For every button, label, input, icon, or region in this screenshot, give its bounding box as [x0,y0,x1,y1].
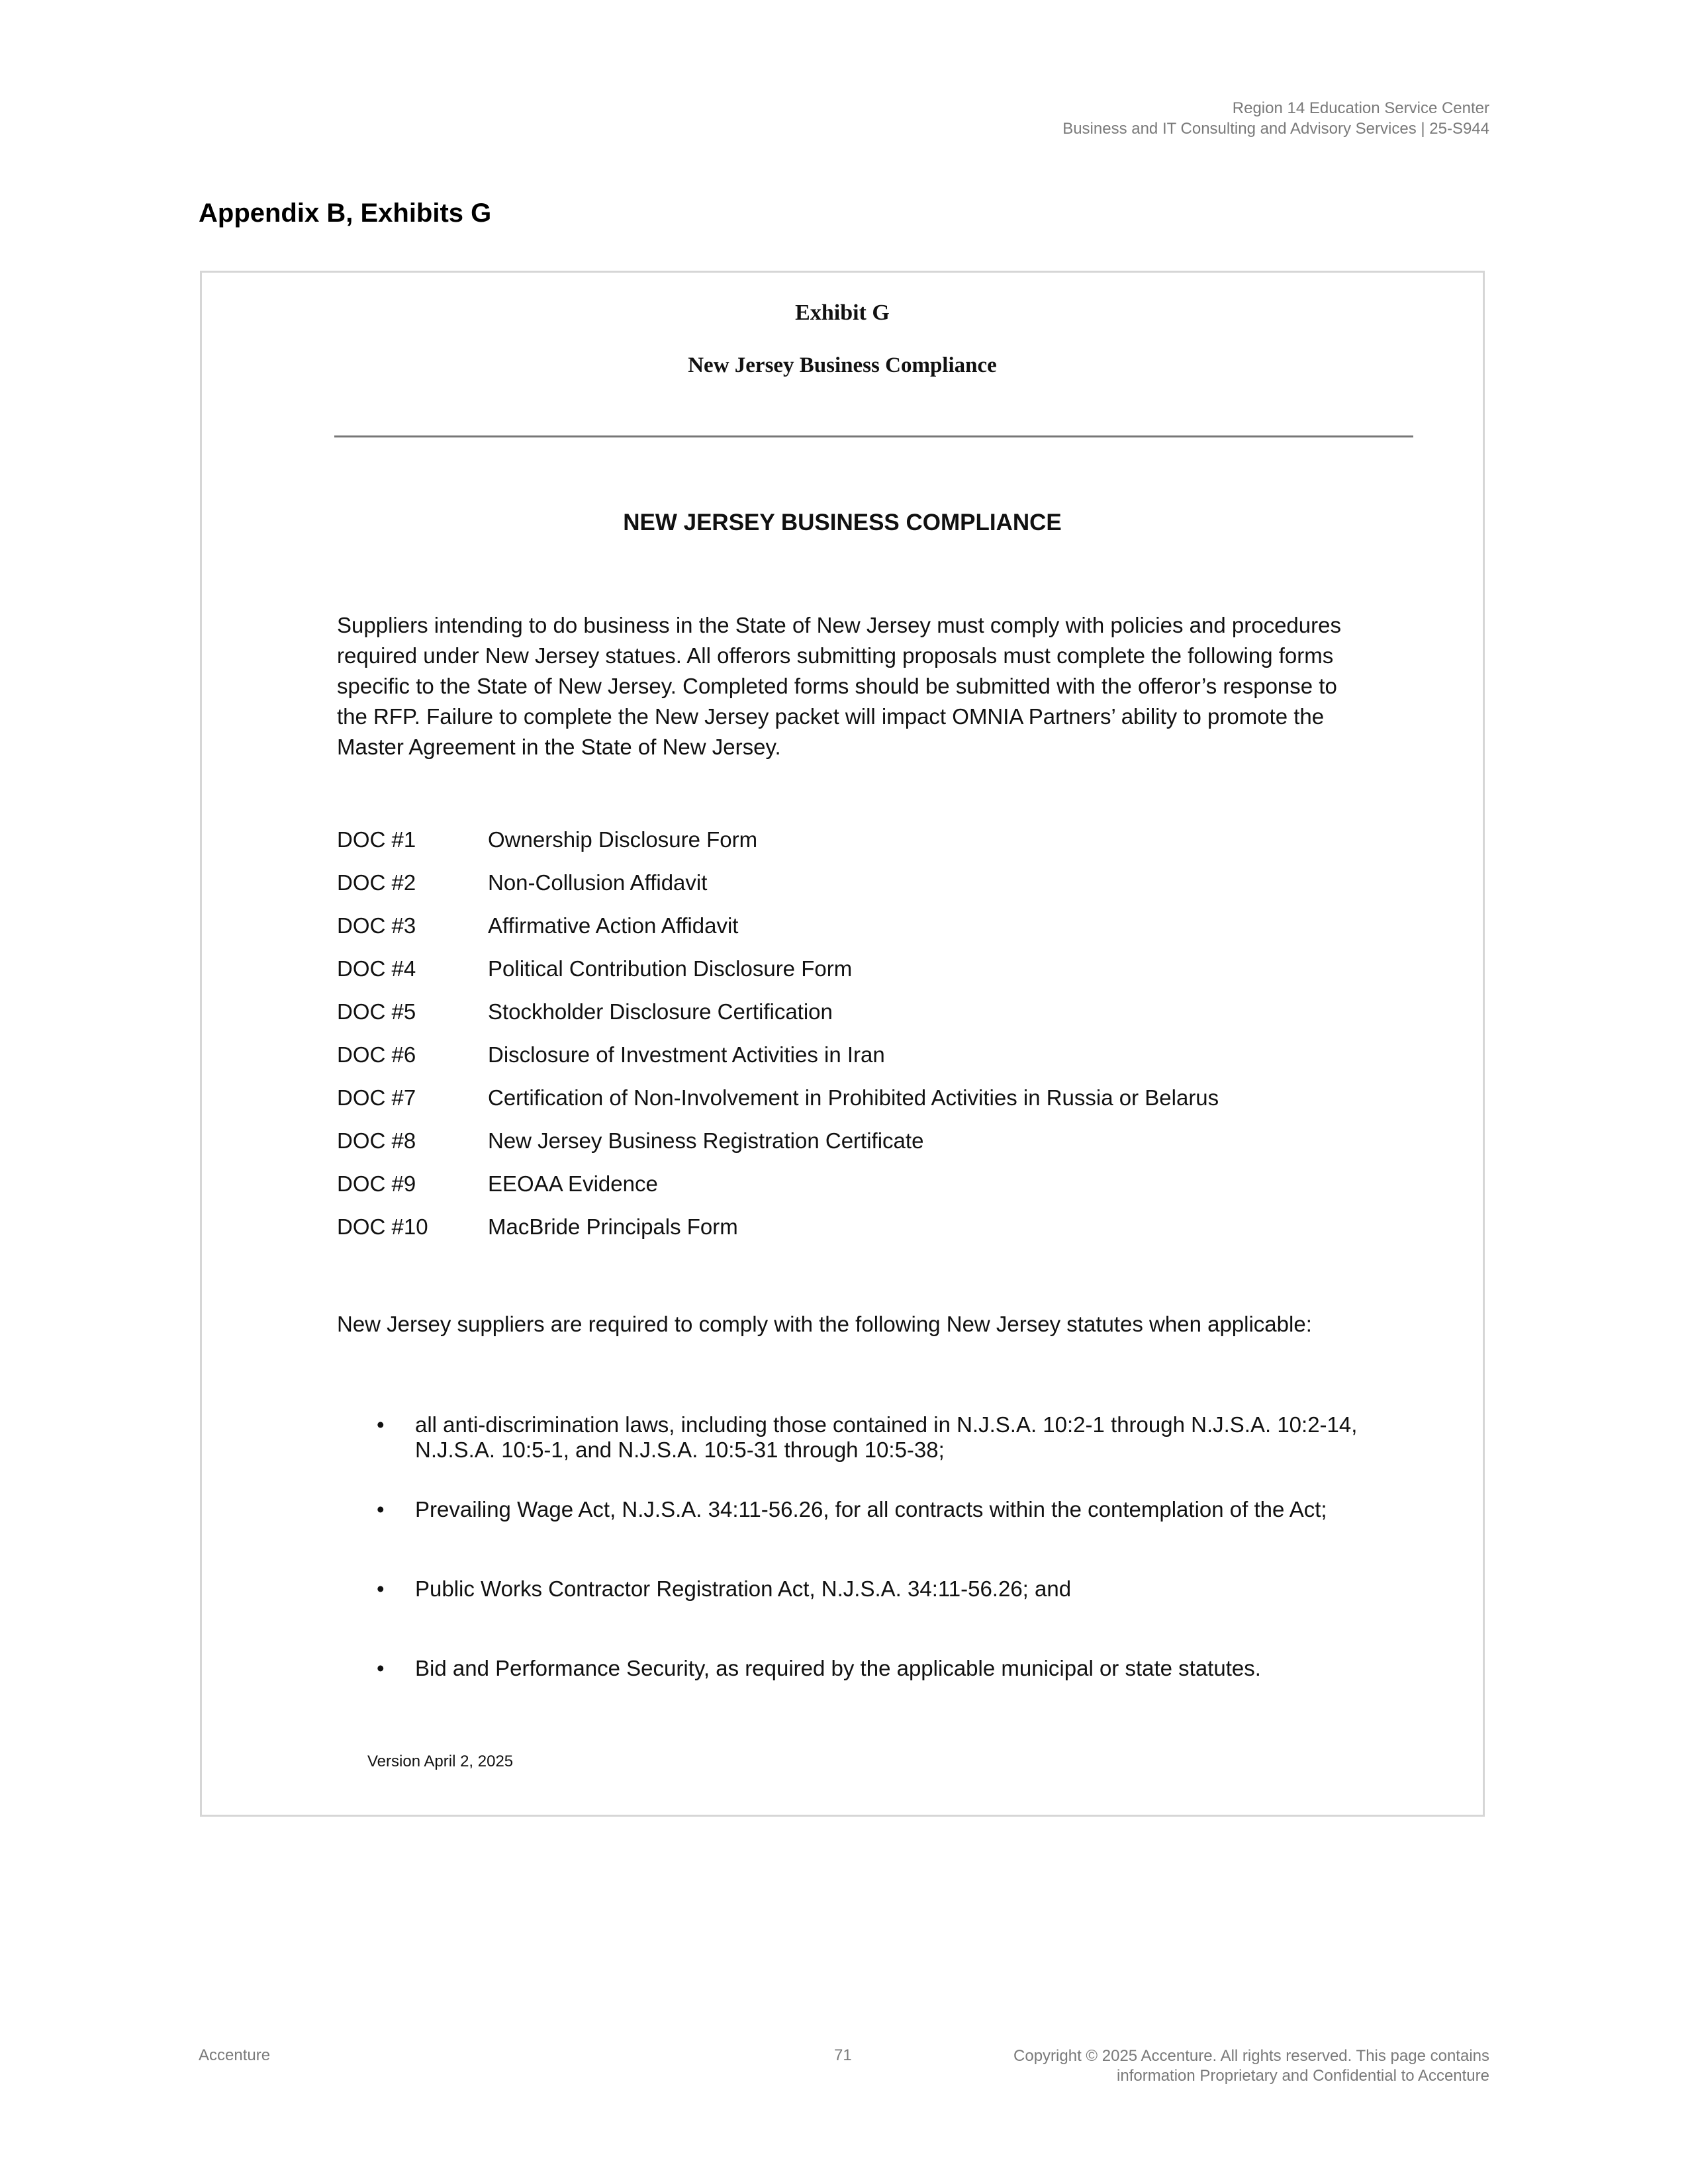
version-label: Version April 2, 2025 [367,1752,514,1770]
statute-line: Prevailing Wage Act, N.J.S.A. 34:11-56.26, for all contracts within the contemplation of the Act; [415,1497,1327,1522]
header-project: Business and IT Consulting and Advisory Services | 25-S944 [1062,120,1489,138]
doc-name: Certification of Non-Involvement in Prohibited Activities in Russia or Belarus [488,1085,1219,1110]
copyright-line: Copyright © 2025 Accenture. All rights reserved. This page contains [1013,2047,1489,2065]
requirement-statement: New Jersey suppliers are required to comply with the following New Jersey statutes when applicable: [337,1312,1312,1336]
bullet-icon: • [377,1656,385,1680]
statute-line: Bid and Performance Security, as required by the applicable municipal or state statutes. [415,1656,1261,1680]
doc-number: DOC #1 [337,827,416,852]
intro-line: specific to the State of New Jersey. Completed forms should be submitted with the offeror’s response to [337,674,1337,698]
doc-row [337,827,1423,870]
intro-line: the RFP. Failure to complete the New Jersey packet will impact OMNIA Partners’ ability to promote the [337,704,1325,729]
doc-number: DOC #3 [337,913,416,938]
statute-bullet [377,1412,1436,1463]
doc-row [337,999,1423,1042]
intro-line: Suppliers intending to do business in the State of New Jersey must comply with policies and procedures [337,613,1341,637]
horizontal-rule [334,435,1413,437]
statute-bullet [377,1656,1436,1681]
doc-number: DOC #10 [337,1214,428,1239]
statute-bullet [377,1497,1436,1522]
intro-paragraph [337,610,1423,762]
doc-number: DOC #8 [337,1128,416,1153]
statute-line: all anti-discrimination laws, including those contained in N.J.S.A. 10:2-1 through N.J.S.A. 10:2-14, [415,1412,1358,1437]
statute-bullet [377,1576,1436,1602]
doc-number: DOC #4 [337,956,416,981]
footer-copyright [1013,2046,1489,2086]
doc-number: DOC #6 [337,1042,416,1067]
doc-name: Non-Collusion Affidavit [488,870,708,895]
doc-name: Disclosure of Investment Activities in Iran [488,1042,885,1067]
intro-line: required under New Jersey statues. All offerors submitting proposals must complete the following forms [337,643,1334,668]
appendix-title: Appendix B, Exhibits G [199,199,492,228]
doc-name: Stockholder Disclosure Certification [488,999,833,1024]
doc-row [337,956,1423,999]
footer-company: Accenture [199,2046,271,2064]
statute-line: N.J.S.A. 10:5-1, and N.J.S.A. 10:5-31 through 10:5-38; [415,1437,945,1462]
doc-number: DOC #5 [337,999,416,1024]
compliance-heading: NEW JERSEY BUSINESS COMPLIANCE [623,510,1062,535]
exhibit-image-frame [200,271,1485,1817]
statute-line: Public Works Contractor Registration Act, N.J.S.A. 34:11-56.26; and [415,1576,1072,1601]
bullet-icon: • [377,1497,385,1522]
doc-name: Ownership Disclosure Form [488,827,758,852]
doc-name: New Jersey Business Registration Certificate [488,1128,924,1153]
doc-row [337,1171,1423,1214]
exhibit-title: Exhibit G [795,300,890,325]
doc-row [337,1042,1423,1085]
page-number: 71 [834,2046,852,2064]
doc-row [337,1085,1423,1128]
exhibit-subtitle: New Jersey Business Compliance [688,353,997,377]
bullet-icon: • [377,1412,385,1437]
copyright-line: information Proprietary and Confidential to Accenture [1117,2067,1489,2085]
header-org: Region 14 Education Service Center [1232,99,1489,117]
doc-name: EEOAA Evidence [488,1171,658,1196]
doc-number: DOC #9 [337,1171,416,1196]
doc-row [337,870,1423,913]
bullet-icon: • [377,1576,385,1601]
doc-row [337,913,1423,956]
intro-line: Master Agreement in the State of New Jersey. [337,735,781,759]
doc-row [337,1214,1423,1257]
doc-row [337,1128,1423,1171]
doc-name: MacBride Principals Form [488,1214,738,1239]
doc-name: Affirmative Action Affidavit [488,913,739,938]
doc-list [337,827,1423,1257]
page-header [1062,98,1489,139]
doc-number: DOC #7 [337,1085,416,1110]
doc-name: Political Contribution Disclosure Form [488,956,853,981]
doc-number: DOC #2 [337,870,416,895]
